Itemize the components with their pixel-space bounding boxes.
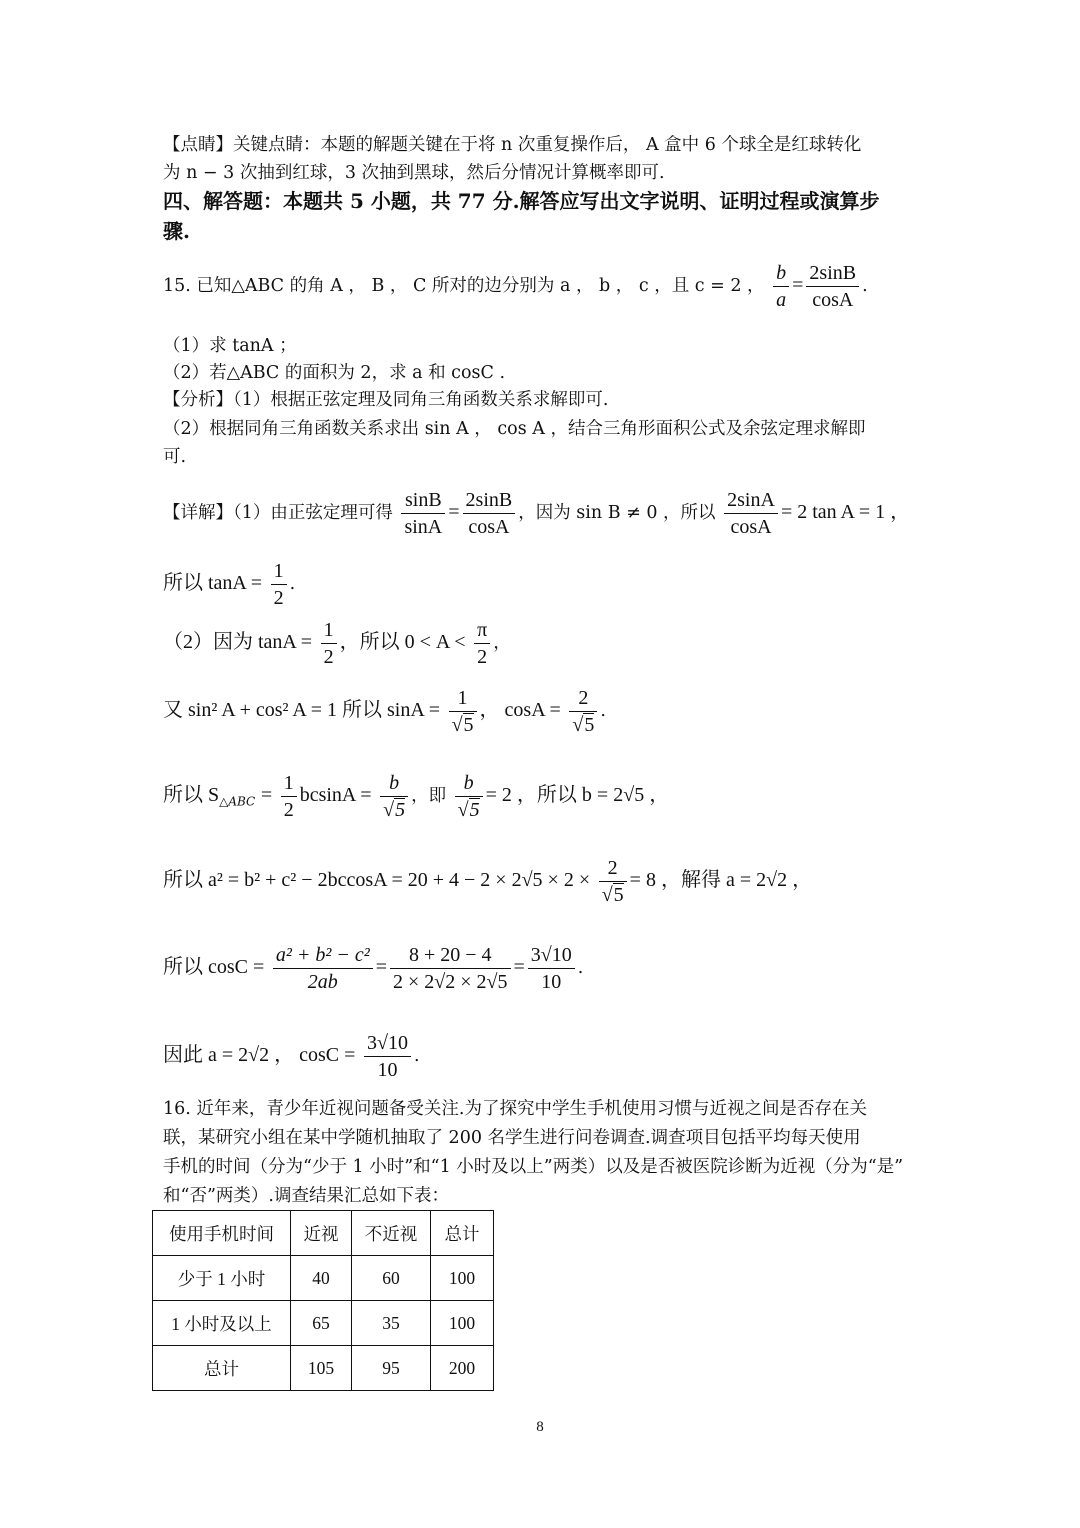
q15-part-2: （2）若△ABC 的面积为 2，求 a 和 cosC . (163, 363, 506, 383)
frac-den: 2 (273, 587, 284, 609)
step-text: 【详解】（1）由正弦定理可得 (163, 503, 393, 523)
table-header: 近视 (291, 1211, 352, 1256)
frac-den: √5 (457, 799, 480, 821)
frac-den: √5 (383, 799, 406, 821)
radicand: 5 (613, 884, 624, 906)
frac-den: 2 (323, 646, 334, 668)
analysis-line-1: 【分析】（1）根据正弦定理及同角三角函数关系求解即可. (163, 390, 609, 410)
frac-num: a² + b² − c² (273, 942, 373, 969)
table-cell: 60 (352, 1256, 431, 1301)
frac-den: 10 (541, 971, 562, 993)
frac-den: √5 (601, 884, 624, 906)
q15-stem-text: 15. 已知△ABC 的角 A ， B ， C 所对的边分别为 a ， b ， c ，且 c = 2 ， (163, 276, 765, 296)
section-heading-line-1: 四、解答题：本题共 5 小题，共 77 分.解答应写出文字说明、证明过程或演算步 (163, 189, 880, 213)
frac-num: 3√10 (364, 1030, 411, 1057)
fraction (474, 617, 490, 670)
fraction (401, 487, 445, 540)
frac-den: √5 (572, 714, 595, 736)
table-cell: 65 (291, 1301, 352, 1346)
fraction (599, 855, 627, 908)
table-cell: 95 (352, 1346, 431, 1391)
step-text: 所以 cosC = (163, 956, 265, 978)
table-cell: 少于 1 小时 (153, 1256, 291, 1301)
subscript: △ABC (219, 794, 256, 809)
fraction (449, 685, 477, 738)
fraction (273, 942, 373, 995)
step-text: 所以 S (163, 784, 220, 806)
fraction (380, 770, 408, 823)
analysis-line-3: 可. (163, 447, 187, 467)
step-text: 又 sin² A + cos² A = 1 所以 sinA = (163, 699, 440, 721)
frac-den: 10 (377, 1059, 398, 1081)
table-cell: 100 (431, 1256, 494, 1301)
frac-den: √5 (451, 714, 474, 736)
table-header-row (153, 1211, 494, 1256)
radicand: 5 (469, 799, 480, 821)
fraction (390, 942, 511, 995)
fraction (724, 487, 778, 540)
frac-num: 2sinA (724, 487, 778, 514)
solution-step-6 (163, 855, 812, 908)
q16-line-1: 16. 近年来，青少年近视问题备受关注.为了探究中学生手机使用习惯与近视之间是否存在关 (163, 1099, 867, 1119)
q15-frac-sinb-over-cosa (806, 260, 859, 313)
solution-step-4: 又 sin² A + cos² A = 1 所以 sinA = $\frac{1}{√5}$ ， cosA = $\frac{2}{√5}$ . (163, 687, 606, 736)
step-text: = 2 ，所以 b = 2√5 ， (485, 784, 670, 806)
page-number: 8 (536, 1419, 544, 1435)
frac-num: π (474, 617, 490, 644)
frac-den: 2 (283, 799, 294, 821)
solution-step-3: （2）因为 tanA = $\frac{1}{2}$ ，所以 0 < A < $\frac{\pi}{2}$ ， (163, 619, 511, 668)
solution-step-7: 所以 cosC = $\frac{\text{a² + b² − c²}}{2ab}$ = $\frac{8 + 20 - 4}{2 \times 2√2 \times 2√5}$ = $\frac{3√10}{10}$ . (163, 944, 584, 993)
frac-den: cosA (730, 516, 772, 538)
step-text: ， cosA = (479, 699, 561, 721)
fraction (271, 558, 287, 611)
table-header: 总计 (431, 1211, 494, 1256)
step-text: 所以 tanA = (163, 572, 263, 594)
frac-num: 2sinB (463, 487, 516, 514)
frac-den: 2 (477, 646, 488, 668)
frac-den: a (776, 289, 787, 311)
step-text: bcsinA = (299, 784, 372, 806)
fraction (281, 770, 297, 823)
table-header: 使用手机时间 (153, 1211, 291, 1256)
step-text: 所以 a² = b² + c² − 2bccosA = 20 + 4 − 2 × 2√5 × 2 × (163, 869, 591, 891)
frac-num: 2sinB (806, 260, 859, 287)
table-cell: 105 (291, 1346, 352, 1391)
frac-den: 2ab (307, 971, 338, 993)
dianjing-line-2: 为 n − 3 次抽到红球，3 次抽到黑球，然后分情况计算概率即可. (163, 163, 665, 183)
frac-den: cosA (812, 289, 854, 311)
step-text: = 2 tan A = 1 ， (780, 501, 911, 523)
table-row (153, 1301, 494, 1346)
section-heading-line-2: 骤. (163, 219, 190, 243)
table-row (153, 1346, 494, 1391)
radicand: 5 (463, 714, 474, 736)
solution-step-1: 【详解】（1）由正弦定理可得 $\frac{\sin B}{\sin A}$ = $\frac{2\sin B}{\cos A}$ ，因为 sin B ≠ 0 ，所以 $\frac{2\sin A}{\cos A}$ = 2 tan A = 1 ， (163, 489, 911, 538)
table-row (153, 1256, 494, 1301)
q15-frac-b-over-a (773, 260, 789, 313)
fraction (364, 1030, 411, 1083)
frac-den: 2 × 2√2 × 2√5 (393, 971, 508, 993)
step-text: ，所以 0 < A < (339, 631, 466, 653)
frac-num: 1 (271, 558, 287, 585)
table-cell: 1 小时及以上 (153, 1301, 291, 1346)
dianjing-line-1: 【点睛】关键点睛：本题的解题关键在于将 n 次重复操作后， A 盒中 6 个球全是红球转化 (163, 135, 862, 155)
q15-part-1: （1）求 tanA ； (163, 336, 297, 356)
step-text: （2）因为 tanA = (163, 631, 313, 653)
solution-step-5 (163, 770, 669, 823)
q16-line-3: 手机的时间（分为“少于 1 小时”和“1 小时及以上”两类）以及是否被医院诊断为近视（分为“是” (163, 1157, 904, 1177)
frac-num: b (773, 260, 789, 287)
frac-num: 1 (321, 617, 337, 644)
radicand: 5 (584, 714, 595, 736)
q16-line-4: 和“否”两类）.调查结果汇总如下表： (163, 1186, 449, 1206)
step-text: ，因为 sin B ≠ 0 ，所以 (518, 503, 716, 523)
frac-num: sinB (401, 487, 445, 514)
step-text: = 8 ，解得 a = 2√2 ， (629, 869, 813, 891)
table-cell: 35 (352, 1301, 431, 1346)
fraction (455, 770, 483, 823)
survey-table (152, 1210, 494, 1391)
step-text: 因此 a = 2√2 ， cosC = (163, 1044, 356, 1066)
step-text: = (260, 784, 273, 806)
table-cell: 40 (291, 1256, 352, 1301)
fraction (321, 617, 337, 670)
fraction (569, 685, 597, 738)
q15-stem: 15. 已知△ABC 的角 A ， B ， C 所对的边分别为 a ， b ， c ，且 c = 2 ， $\frac{b}{a}$ = $\frac{2\sin B}{\cos A}$ . (163, 262, 868, 311)
frac-num: 2 (599, 855, 627, 882)
analysis-line-2: （2）根据同角三角函数关系求出 sin A ， cos A ，结合三角形面积公式及余弦定理求解即 (163, 419, 866, 439)
frac-den: sinA (404, 516, 443, 538)
solution-step-8: 因此 a = 2√2 ， cosC = $\frac{3√10}{10}$ . (163, 1032, 420, 1081)
frac-num: 2 (569, 685, 597, 712)
frac-den: cosA (468, 516, 510, 538)
frac-num: 1 (281, 770, 297, 797)
table-header: 不近视 (352, 1211, 431, 1256)
frac-num: 8 + 20 − 4 (390, 942, 511, 969)
frac-num: 3√10 (528, 942, 575, 969)
solution-step-2: 所以 tanA = $\frac{1}{2}$ . (163, 560, 296, 609)
q16-line-2: 联，某研究小组在某中学随机抽取了 200 名学生进行问卷调查.调查项目包括平均每天使用 (163, 1128, 861, 1148)
fraction (463, 487, 516, 540)
fraction (528, 942, 575, 995)
table-cell: 100 (431, 1301, 494, 1346)
frac-num: b (380, 770, 408, 797)
frac-num: 1 (449, 685, 477, 712)
radicand: 5 (395, 799, 406, 821)
frac-num: b (455, 770, 483, 797)
table-cell: 总计 (153, 1346, 291, 1391)
step-text: ，即 (411, 786, 447, 806)
table-cell: 200 (431, 1346, 494, 1391)
